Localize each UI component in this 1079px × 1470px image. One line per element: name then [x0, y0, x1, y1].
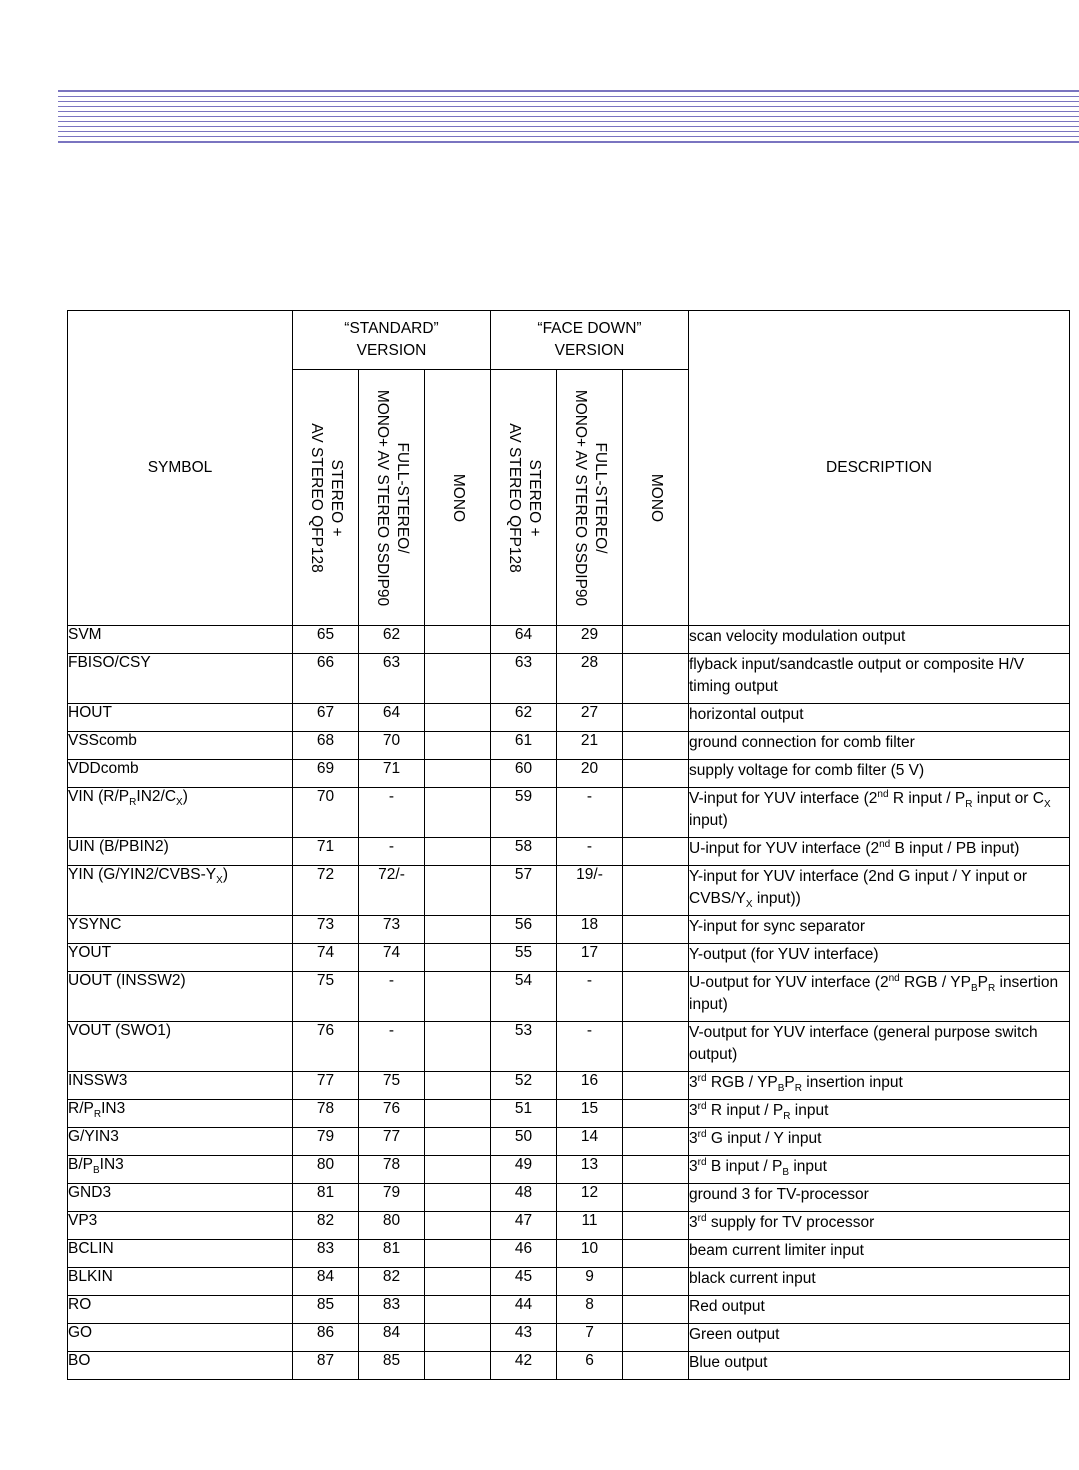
- table-row: RO 85 83 44 8 Red output: [68, 1296, 1070, 1324]
- table-row: G/YIN3 79 77 50 14 3rd G input / Y input: [68, 1128, 1070, 1156]
- table-row: UOUT (INSSW2) 75 - 54 - U-output for YUV interface (2nd RGB / $YP_BP_R$ insertion input): [68, 972, 1070, 1022]
- description-cell: 3rd R input / $P_R$ input: [689, 1100, 1070, 1128]
- description-cell: Y-input for YUV interface (2nd G input / Y input or CVBS/$Y_X$ input)): [689, 866, 1070, 916]
- description-cell: 3rd B input / $P_B$ input: [689, 1156, 1070, 1184]
- table-row: $B/P_BIN3$ 80 78 49 13 3rd B input / $P_B$ input: [68, 1156, 1070, 1184]
- description-cell: 3rd supply for TV processor: [689, 1212, 1070, 1240]
- table-row: VP3 82 80 47 11 3rd supply for TV processor: [68, 1212, 1070, 1240]
- col-fd-qfp128: STEREO + AV STEREO QFP128: [491, 370, 557, 626]
- col-std-qfp128: STEREO + AV STEREO QFP128: [293, 370, 359, 626]
- table-row: YOUT 74 74 55 17 Y-output (for YUV interface): [68, 944, 1070, 972]
- col-std-mono: MONO: [425, 370, 491, 626]
- table-row: FBISO/CSY 66 63 63 28 flyback input/sandcastle output or composite H/V timing output: [68, 654, 1070, 704]
- symbol-cell: YIN $(G/YIN2/CVBS-Y_X)$: [68, 866, 293, 916]
- table-row: SVM 65 62 64 29 scan velocity modulation output: [68, 626, 1070, 654]
- table-row: VIN $(R/P_RIN2/C_X)$ 70 - 59 - V-input for YUV interface (2nd R input / $P_R$ input or $C_X$ input): [68, 788, 1070, 838]
- pin-table: [67, 310, 1070, 1380]
- col-fd-ssdip90: FULL-STEREO/ MONO+ AV STEREO SSDIP90: [557, 370, 623, 626]
- table-row: VDDcomb 69 71 60 20 supply voltage for comb filter (5 V): [68, 760, 1070, 788]
- col-std-ssdip90: FULL-STEREO/ MONO+ AV STEREO SSDIP90: [359, 370, 425, 626]
- table-row: BO 87 85 42 6 Blue output: [68, 1352, 1070, 1380]
- description-cell: U-input for YUV interface (2nd B input / PB input): [689, 838, 1070, 866]
- table-row: YIN $(G/YIN2/CVBS-Y_X)$ 72 72/- 57 19/- Y-input for YUV interface (2nd G input / Y input or CVBS/$Y_X$ input)): [68, 866, 1070, 916]
- table-row: UIN (B/PBIN2) 71 - 58 - U-input for YUV interface (2nd B input / PB input): [68, 838, 1070, 866]
- symbol-cell: $B/P_BIN3$: [68, 1156, 293, 1184]
- table-row: YSYNC 73 73 56 18 Y-input for sync separator: [68, 916, 1070, 944]
- table-row: INSSW3 77 75 52 16 3rd RGB / $YP_BP_R$ insertion input: [68, 1072, 1070, 1100]
- symbol-cell: VIN $(R/P_RIN2/C_X)$: [68, 788, 293, 838]
- table-row: BCLIN 83 81 46 10 beam current limiter input: [68, 1240, 1070, 1268]
- col-fd-mono: MONO: [623, 370, 689, 626]
- description-cell: 3rd RGB / $YP_BP_R$ insertion input: [689, 1072, 1070, 1100]
- table-row: GO 86 84 43 7 Green output: [68, 1324, 1070, 1352]
- description-cell: U-output for YUV interface (2nd RGB / $YP_BP_R$ insertion input): [689, 972, 1070, 1022]
- symbol-cell: $R/P_RIN3$: [68, 1100, 293, 1128]
- table-row: BLKIN 84 82 45 9 black current input: [68, 1268, 1070, 1296]
- facedown-version-header: “FACE DOWN” VERSION: [491, 311, 689, 370]
- header-rule-lines: [58, 90, 1079, 150]
- description-header: DESCRIPTION: [689, 311, 1070, 626]
- description-cell: 3rd G input / Y input: [689, 1128, 1070, 1156]
- description-cell: V-input for YUV interface (2nd R input / $P_R$ input or $C_X$ input): [689, 788, 1070, 838]
- table-row: VSScomb 68 70 61 21 ground connection for comb filter: [68, 732, 1070, 760]
- table-row: $R/P_RIN3$ 78 76 51 15 3rd R input / $P_R$ input: [68, 1100, 1070, 1128]
- standard-version-header: “STANDARD” VERSION: [293, 311, 491, 370]
- symbol-header: SYMBOL: [68, 311, 293, 626]
- table-row: VOUT (SWO1) 76 - 53 - V-output for YUV interface (general purpose switch output): [68, 1022, 1070, 1072]
- table-row: GND3 81 79 48 12 ground 3 for TV-processor: [68, 1184, 1070, 1212]
- table-row: HOUT 67 64 62 27 horizontal output: [68, 704, 1070, 732]
